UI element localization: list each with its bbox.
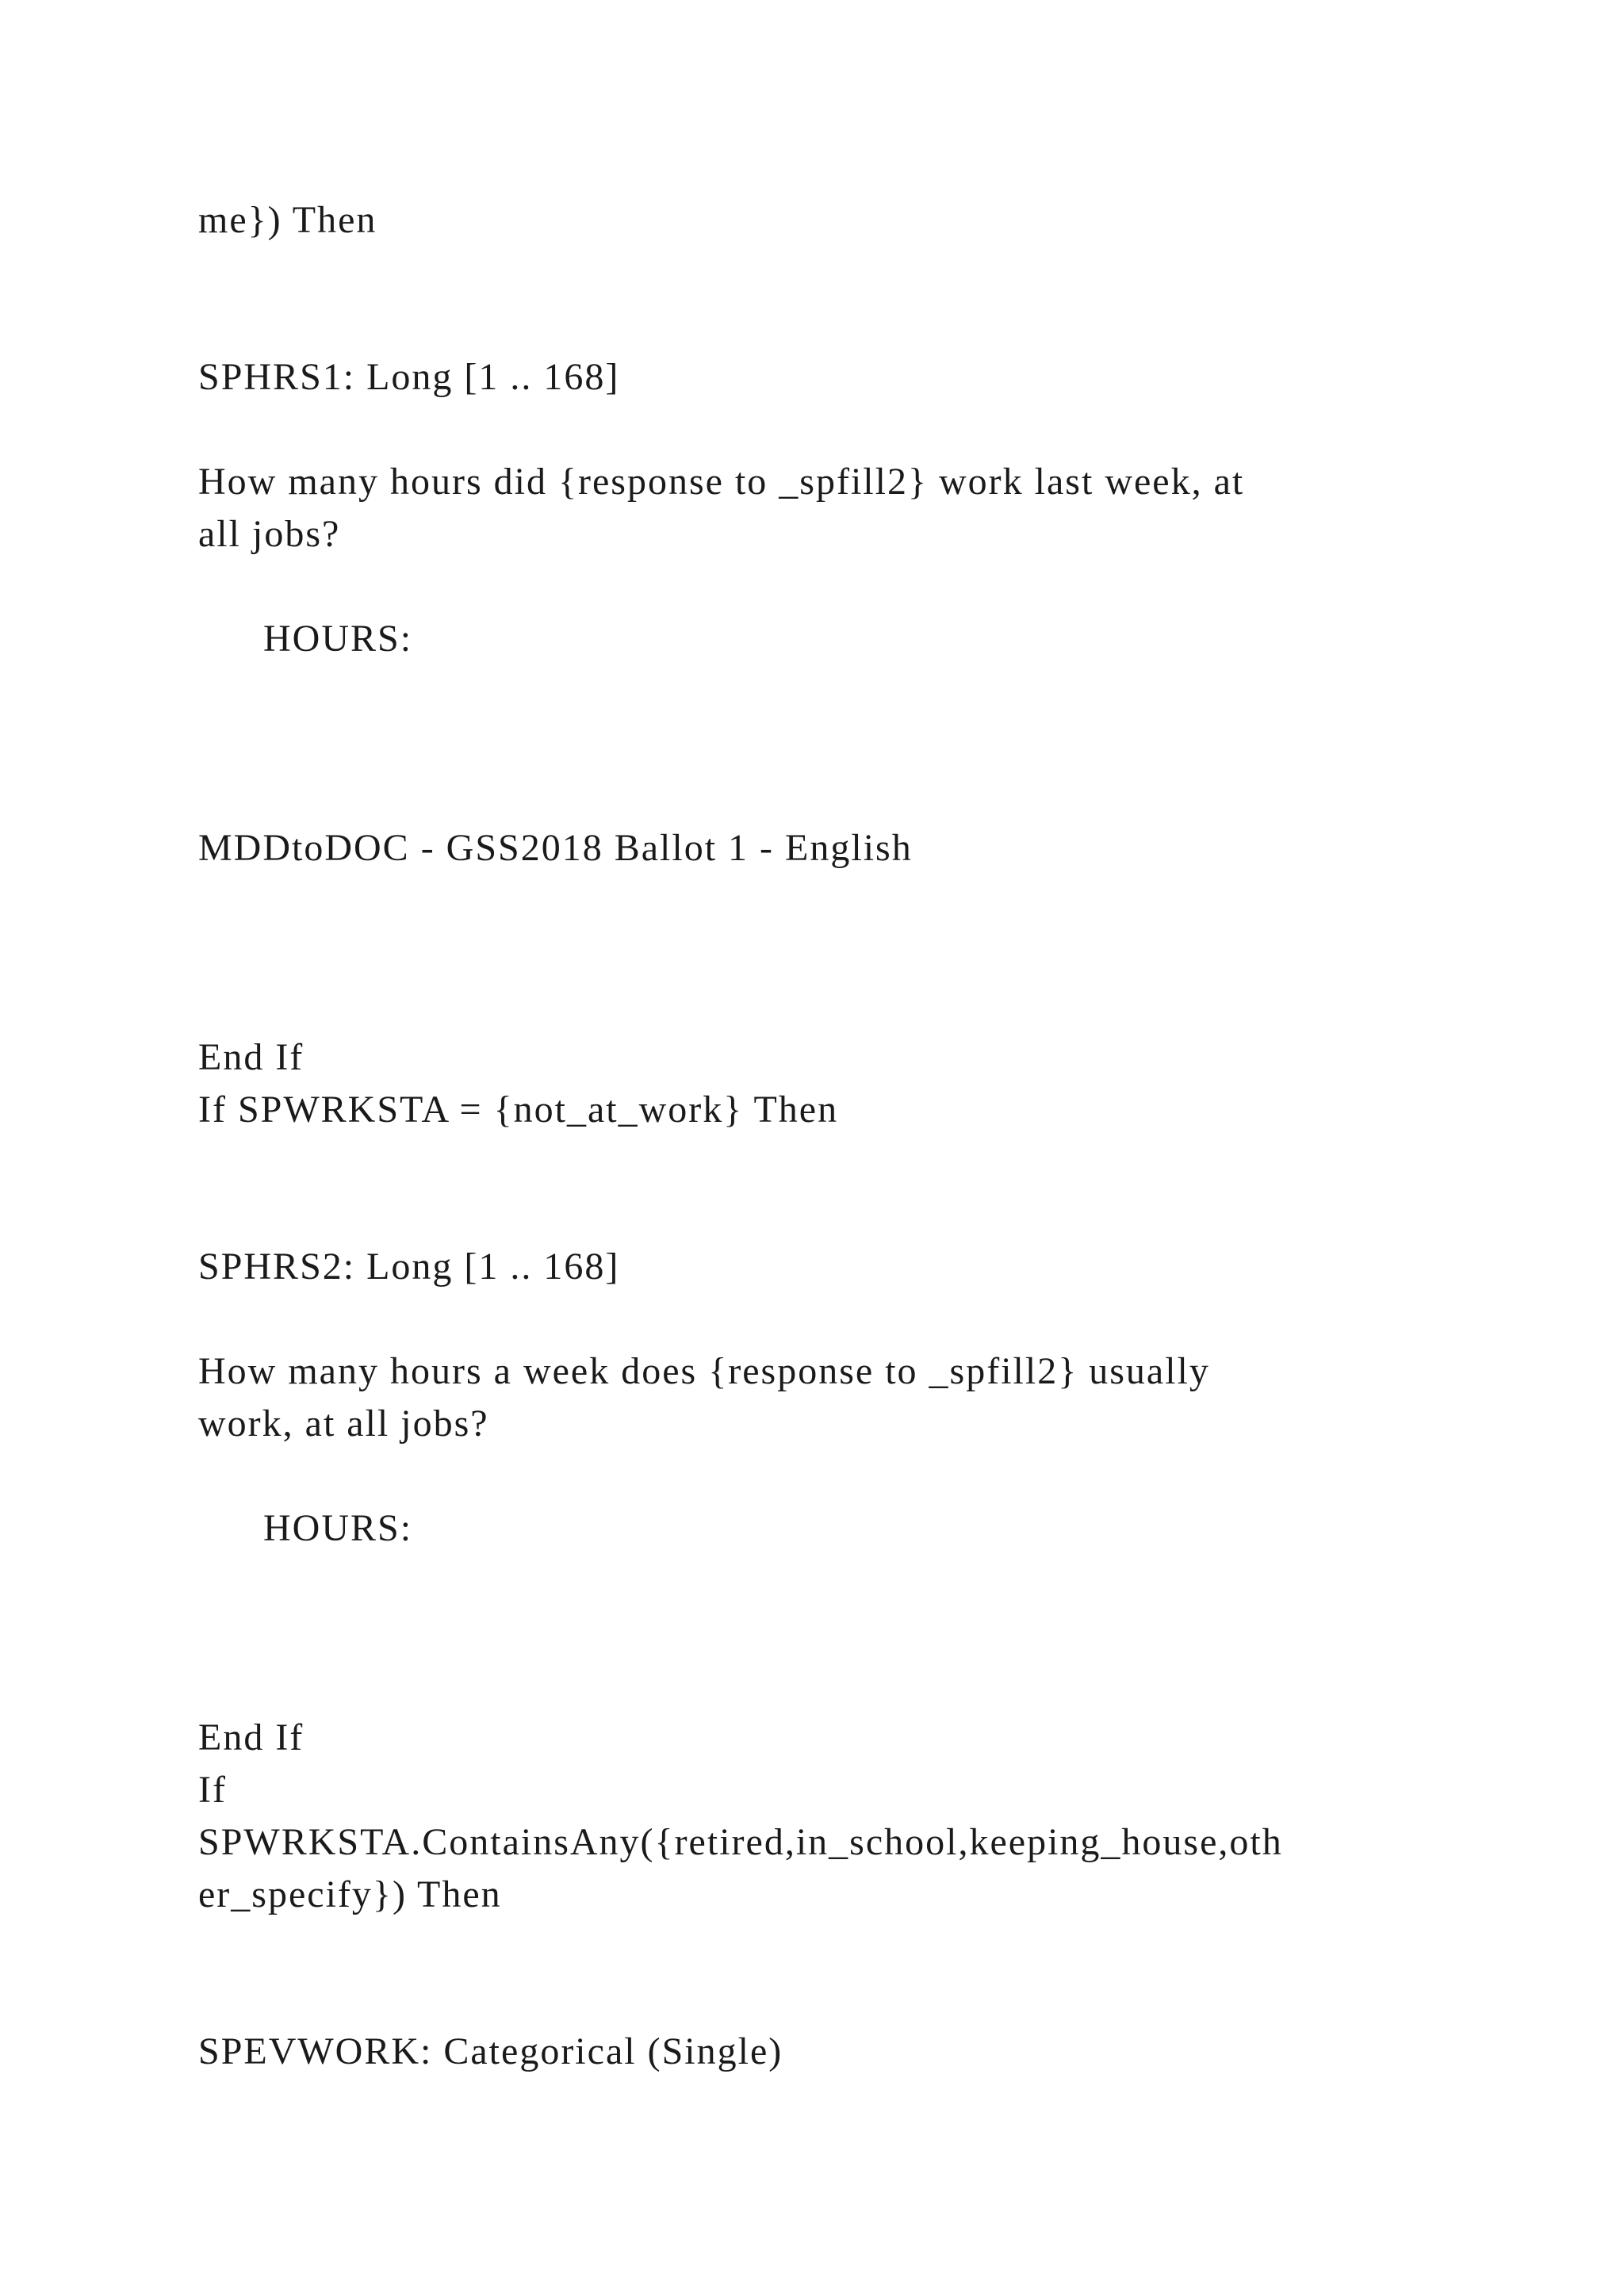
- logic-if-keyword: If: [198, 1769, 227, 1811]
- document-footer-title: MDDtoDOC - GSS2018 Ballot 1 - English: [198, 827, 913, 869]
- question-header-spevwork: SPEVWORK: Categorical (Single): [198, 2030, 783, 2072]
- logic-condition-line1: SPWRKSTA.ContainsAny({retired,in_school,keeping_house,oth: [198, 1821, 1283, 1863]
- question-text-sphrs1-line2: all jobs?: [198, 513, 341, 555]
- logic-condition-line2: er_specify}) Then: [198, 1873, 502, 1915]
- question-header-sphrs2: SPHRS2: Long [1 .. 168]: [198, 1246, 620, 1288]
- question-header-sphrs1: SPHRS1: Long [1 .. 168]: [198, 356, 620, 398]
- logic-if-not-at-work: If SPWRKSTA = {not_at_work} Then: [198, 1089, 839, 1131]
- response-label-hours-2: HOURS:: [263, 1507, 413, 1549]
- question-text-sphrs2-line1: How many hours a week does {response to _spfill2} usually: [198, 1350, 1210, 1392]
- question-text-sphrs2-line2: work, at all jobs?: [198, 1402, 489, 1445]
- logic-end-if-1: End If: [198, 1036, 304, 1078]
- question-text-sphrs1-line1: How many hours did {response to _spfill2} work last week, at: [198, 461, 1245, 503]
- response-label-hours-1: HOURS:: [263, 618, 413, 660]
- logic-end-if-2: End If: [198, 1716, 304, 1758]
- continuation-line: me}) Then: [198, 199, 377, 241]
